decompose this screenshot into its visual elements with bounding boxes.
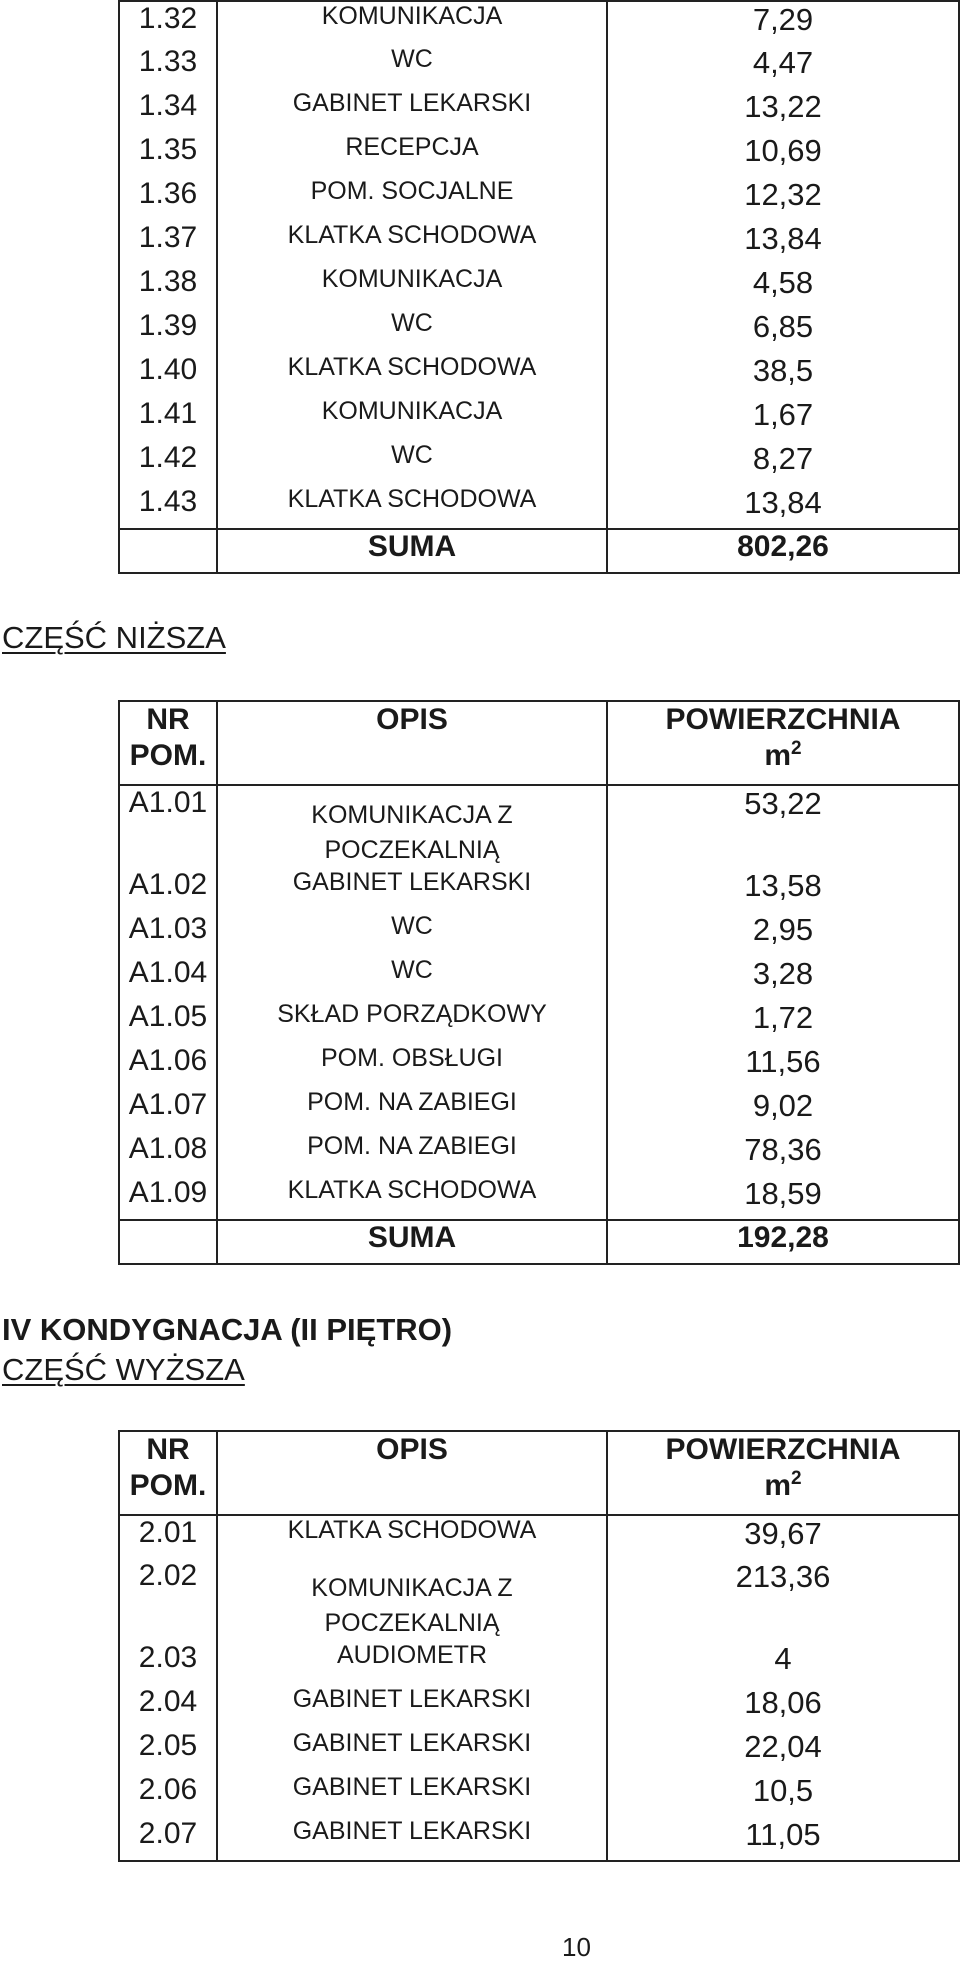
sum-row	[119, 1220, 959, 1264]
room-area: 13,22	[607, 89, 959, 133]
sum-label: SUMA	[217, 1220, 607, 1264]
room-number: 1.40	[119, 353, 217, 397]
table-row	[119, 45, 959, 89]
room-description: KOMUNIKACJA	[217, 265, 607, 309]
room-description: RECEPCJA	[217, 133, 607, 177]
room-area: 3,28	[607, 956, 959, 1000]
room-area: 8,27	[607, 441, 959, 485]
sum-empty-cell	[119, 1220, 217, 1264]
header-pow-unit-wrap	[608, 1468, 958, 1504]
section-title-upper-part: CZĘŚĆ WYŻSZA	[2, 1352, 245, 1387]
header-pow-unit: m	[764, 1469, 792, 1502]
room-area: 7,29	[607, 1, 959, 45]
room-description: GABINET LEKARSKI	[217, 1729, 607, 1773]
room-description: GABINET LEKARSKI	[217, 1685, 607, 1729]
room-description: POM. NA ZABIEGI	[217, 1088, 607, 1132]
room-table-part1	[118, 0, 960, 574]
room-description: KLATKA SCHODOWA	[217, 353, 607, 397]
room-number: 1.35	[119, 133, 217, 177]
room-area: 4	[607, 1641, 959, 1685]
room-number: 1.39	[119, 309, 217, 353]
room-description	[217, 1559, 607, 1641]
room-table-lower-part	[118, 700, 960, 1265]
room-number: 2.07	[119, 1817, 217, 1861]
room-number: 1.43	[119, 485, 217, 529]
table-row	[119, 221, 959, 265]
header-pow-line1: POWIERZCHNIA	[665, 703, 901, 736]
room-number: 1.34	[119, 89, 217, 133]
room-number: A1.02	[119, 868, 217, 912]
room-description: GABINET LEKARSKI	[217, 1817, 607, 1861]
room-area: 10,5	[607, 1773, 959, 1817]
header-pow-line1: POWIERZCHNIA	[665, 1433, 901, 1466]
table-row	[119, 309, 959, 353]
table-row	[119, 133, 959, 177]
room-description: KLATKA SCHODOWA	[217, 1515, 607, 1559]
room-number: A1.05	[119, 1000, 217, 1044]
column-header-description	[217, 701, 607, 785]
room-area: 13,58	[607, 868, 959, 912]
room-number: A1.07	[119, 1088, 217, 1132]
room-area: 6,85	[607, 309, 959, 353]
room-number: A1.01	[119, 785, 217, 868]
table-row	[119, 912, 959, 956]
table-row	[119, 265, 959, 309]
room-number: A1.06	[119, 1044, 217, 1088]
sum-empty-cell	[119, 529, 217, 573]
room-description-line2: POCZEKALNIĄ	[324, 1609, 500, 1637]
room-description: WC	[217, 441, 607, 485]
table-row	[119, 1132, 959, 1176]
table-row	[119, 441, 959, 485]
room-description: KOMUNIKACJA	[217, 1, 607, 45]
room-description: WC	[217, 45, 607, 89]
room-number: A1.03	[119, 912, 217, 956]
table-header-row	[119, 701, 959, 785]
room-number: 1.42	[119, 441, 217, 485]
room-description-line1: KOMUNIKACJA Z	[311, 801, 513, 829]
room-area: 18,59	[607, 1176, 959, 1220]
column-header-area	[607, 1431, 959, 1515]
column-header-room-number	[119, 1431, 217, 1515]
table-row	[119, 1729, 959, 1773]
header-pow-unit-wrap	[608, 738, 958, 774]
room-number: 1.38	[119, 265, 217, 309]
room-area: 13,84	[607, 221, 959, 265]
room-number: 1.33	[119, 45, 217, 89]
room-description	[217, 785, 607, 868]
table-row	[119, 177, 959, 221]
column-header-area	[607, 701, 959, 785]
table-row	[119, 89, 959, 133]
room-description: SKŁAD PORZĄDKOWY	[217, 1000, 607, 1044]
header-nr-line1: NR	[146, 703, 190, 736]
table-row	[119, 1000, 959, 1044]
room-number: 2.05	[119, 1729, 217, 1773]
room-description: KLATKA SCHODOWA	[217, 485, 607, 529]
room-description: WC	[217, 309, 607, 353]
room-area: 1,67	[607, 397, 959, 441]
room-description: WC	[217, 956, 607, 1000]
room-area: 38,5	[607, 353, 959, 397]
room-number: A1.08	[119, 1132, 217, 1176]
room-description-line1: KOMUNIKACJA Z	[311, 1574, 513, 1602]
sum-label: SUMA	[217, 529, 607, 573]
header-nr-line2: POM.	[129, 739, 207, 772]
table-row	[119, 785, 959, 868]
table-row	[119, 1559, 959, 1641]
room-area: 9,02	[607, 1088, 959, 1132]
room-number: 1.32	[119, 1, 217, 45]
room-area: 53,22	[607, 785, 959, 868]
room-description: GABINET LEKARSKI	[217, 868, 607, 912]
room-area: 18,06	[607, 1685, 959, 1729]
floor-title: IV KONDYGNACJA (II PIĘTRO)	[2, 1312, 453, 1347]
header-pow-sup: 2	[791, 738, 802, 759]
table-row	[119, 1044, 959, 1088]
header-nr-line1: NR	[146, 1433, 190, 1466]
room-area: 4,58	[607, 265, 959, 309]
room-description: AUDIOMETR	[217, 1641, 607, 1685]
table-row	[119, 1088, 959, 1132]
room-area: 13,84	[607, 485, 959, 529]
room-number: A1.04	[119, 956, 217, 1000]
room-number: 2.03	[119, 1641, 217, 1685]
table-row	[119, 397, 959, 441]
room-area: 78,36	[607, 1132, 959, 1176]
room-description: WC	[217, 912, 607, 956]
header-nr-line2: POM.	[129, 1469, 207, 1502]
table-row	[119, 1685, 959, 1729]
room-area: 2,95	[607, 912, 959, 956]
room-area: 11,05	[607, 1817, 959, 1861]
room-area: 12,32	[607, 177, 959, 221]
table-row	[119, 1176, 959, 1220]
table-row	[119, 868, 959, 912]
table-row	[119, 485, 959, 529]
room-number: 2.02	[119, 1559, 217, 1641]
room-area: 39,67	[607, 1515, 959, 1559]
table-row	[119, 1515, 959, 1559]
room-number: A1.09	[119, 1176, 217, 1220]
room-description: GABINET LEKARSKI	[217, 89, 607, 133]
room-number: 1.36	[119, 177, 217, 221]
room-number: 1.41	[119, 397, 217, 441]
sum-value: 802,26	[607, 529, 959, 573]
room-description: GABINET LEKARSKI	[217, 1773, 607, 1817]
section-title-lower-part: CZĘŚĆ NIŻSZA	[2, 620, 226, 655]
room-area: 10,69	[607, 133, 959, 177]
room-area: 11,56	[607, 1044, 959, 1088]
header-pow-sup: 2	[791, 1468, 802, 1489]
column-header-description	[217, 1431, 607, 1515]
page-number: 10	[562, 1932, 591, 1962]
room-number: 2.06	[119, 1773, 217, 1817]
room-description: POM. SOCJALNE	[217, 177, 607, 221]
table-row	[119, 353, 959, 397]
room-description: POM. NA ZABIEGI	[217, 1132, 607, 1176]
room-area: 1,72	[607, 1000, 959, 1044]
table-row	[119, 1773, 959, 1817]
room-area: 4,47	[607, 45, 959, 89]
room-description: POM. OBSŁUGI	[217, 1044, 607, 1088]
sum-row	[119, 529, 959, 573]
room-description: KOMUNIKACJA	[217, 397, 607, 441]
header-pow-unit: m	[764, 739, 792, 772]
room-number: 1.37	[119, 221, 217, 265]
table-row	[119, 956, 959, 1000]
room-table-upper-part	[118, 1430, 960, 1862]
header-opis: OPIS	[376, 703, 448, 736]
table-header-row	[119, 1431, 959, 1515]
room-area: 213,36	[607, 1559, 959, 1641]
header-opis: OPIS	[376, 1433, 448, 1466]
table-row	[119, 1641, 959, 1685]
column-header-room-number	[119, 701, 217, 785]
room-description: KLATKA SCHODOWA	[217, 1176, 607, 1220]
room-description: KLATKA SCHODOWA	[217, 221, 607, 265]
room-description-line2: POCZEKALNIĄ	[324, 836, 500, 864]
room-number: 2.01	[119, 1515, 217, 1559]
sum-value: 192,28	[607, 1220, 959, 1264]
room-number: 2.04	[119, 1685, 217, 1729]
table-row	[119, 1, 959, 45]
room-area: 22,04	[607, 1729, 959, 1773]
table-row	[119, 1817, 959, 1861]
